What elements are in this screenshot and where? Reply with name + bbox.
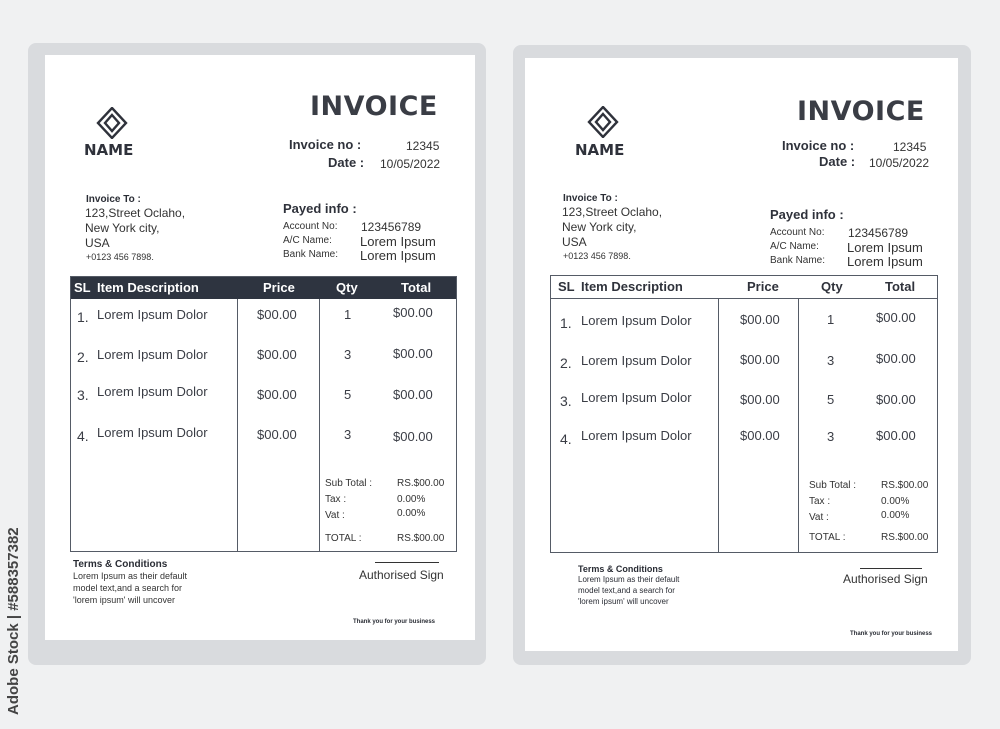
invoice-page-left <box>45 55 475 640</box>
invoice-page-right <box>525 58 958 651</box>
vat-value: 0.00% <box>397 508 426 519</box>
account-no-value: 123456789 <box>848 226 909 240</box>
row-qty: 5 <box>827 392 835 407</box>
terms-line: 'lorem ipsum' will uncover <box>73 595 175 605</box>
col-total: Total <box>401 280 432 295</box>
row-price: $00.00 <box>740 352 780 367</box>
vat-label: Vat : <box>325 510 345 521</box>
terms-title: Terms & Conditions <box>73 559 168 570</box>
bank-name-value: Lorem Ipsum <box>847 254 923 269</box>
signature-line <box>375 562 439 563</box>
address-line-2: New York city, <box>562 220 637 234</box>
total-value: RS.$00.00 <box>881 532 929 543</box>
authorised-sign-label: Authorised Sign <box>843 572 928 586</box>
signature-line <box>860 568 922 569</box>
account-no-value: 123456789 <box>361 220 422 234</box>
col-sl: SL <box>558 279 575 294</box>
column-divider <box>237 299 238 551</box>
row-total: $00.00 <box>876 392 916 407</box>
bank-name-label: Bank Name: <box>283 249 339 260</box>
thank-you-note: Thank you for your business <box>353 619 436 625</box>
col-total: Total <box>885 279 916 294</box>
terms-line: Lorem Ipsum as their default <box>578 575 680 584</box>
invoice-no-value: 12345 <box>406 139 440 153</box>
row-total: $00.00 <box>393 346 433 361</box>
account-no-label: Account No: <box>283 221 338 232</box>
address-line-3: USA <box>85 236 110 250</box>
row-total: $00.00 <box>876 351 916 366</box>
row-number: 2. <box>77 349 89 365</box>
row-number: 1. <box>560 315 572 331</box>
col-price: Price <box>263 280 295 295</box>
row-description: Lorem Ipsum Dolor <box>581 428 692 443</box>
row-price: $00.00 <box>257 307 297 322</box>
column-divider <box>718 298 719 552</box>
row-total: $00.00 <box>393 305 433 320</box>
row-total: $00.00 <box>393 429 433 444</box>
row-qty: 3 <box>827 353 835 368</box>
ac-name-label: A/C Name: <box>770 241 819 252</box>
table-header <box>71 277 456 299</box>
invoice-to-label: Invoice To : <box>86 194 141 205</box>
phone-number: +0123 456 7898. <box>86 252 154 262</box>
tax-label: Tax : <box>809 496 831 507</box>
subtotal-value: RS.$00.00 <box>881 480 929 491</box>
row-description: Lorem Ipsum Dolor <box>97 384 208 399</box>
row-qty: 3 <box>344 347 352 362</box>
terms-line: 'lorem ipsum' will uncover <box>578 597 669 606</box>
ac-name-label: A/C Name: <box>283 235 332 246</box>
row-number: 3. <box>560 393 572 409</box>
address-line-1: 123,Street Oclaho, <box>85 206 186 220</box>
address-line-2: New York city, <box>85 221 160 235</box>
date-label: Date : <box>328 155 365 170</box>
bank-name-value: Lorem Ipsum <box>360 248 436 263</box>
invoice-no-label: Invoice no : <box>289 137 362 152</box>
items-table <box>70 276 457 552</box>
authorised-sign-label: Authorised Sign <box>359 568 444 582</box>
col-sl: SL <box>74 280 91 295</box>
address-line-1: 123,Street Oclaho, <box>562 205 663 219</box>
row-description: Lorem Ipsum Dolor <box>581 313 692 328</box>
row-price: $00.00 <box>257 427 297 442</box>
tax-label: Tax : <box>325 494 347 505</box>
row-number: 2. <box>560 355 572 371</box>
payed-info-label: Payed info : <box>770 207 844 222</box>
account-no-label: Account No: <box>770 227 825 238</box>
total-value: RS.$00.00 <box>397 533 445 544</box>
date-value: 10/05/2022 <box>380 157 441 171</box>
row-total: $00.00 <box>393 387 433 402</box>
row-price: $00.00 <box>740 428 780 443</box>
row-total: $00.00 <box>876 310 916 325</box>
vat-label: Vat : <box>809 512 829 523</box>
row-qty: 1 <box>827 312 835 327</box>
col-description: Item Description <box>97 280 199 295</box>
address-line-3: USA <box>562 235 587 249</box>
table-header <box>551 276 937 299</box>
row-description: Lorem Ipsum Dolor <box>581 390 692 405</box>
row-number: 4. <box>77 428 89 444</box>
column-divider <box>319 299 320 551</box>
row-qty: 1 <box>344 307 352 322</box>
row-qty: 3 <box>344 427 352 442</box>
col-qty: Qty <box>336 280 358 295</box>
tax-value: 0.00% <box>397 494 426 505</box>
phone-number: +0123 456 7898. <box>563 251 631 261</box>
terms-line: Lorem Ipsum as their default <box>73 571 188 581</box>
subtotal-label: Sub Total : <box>809 480 857 491</box>
terms-line: model text,and a search for <box>578 586 675 595</box>
diamond-logo-icon <box>587 106 619 138</box>
row-description: Lorem Ipsum Dolor <box>97 425 208 440</box>
subtotal-value: RS.$00.00 <box>397 478 445 489</box>
terms-title: Terms & Conditions <box>578 564 663 574</box>
date-label: Date : <box>819 154 856 169</box>
total-label: TOTAL : <box>809 532 846 543</box>
column-divider <box>798 298 799 552</box>
thank-you-note: Thank you for your business <box>850 631 933 637</box>
invoice-title: INVOICE <box>797 96 925 127</box>
diamond-logo-icon <box>96 107 128 139</box>
date-value: 10/05/2022 <box>869 156 930 170</box>
row-price: $00.00 <box>257 347 297 362</box>
bank-name-label: Bank Name: <box>770 255 826 266</box>
row-description: Lorem Ipsum Dolor <box>97 307 208 322</box>
total-label: TOTAL : <box>325 533 362 544</box>
row-number: 1. <box>77 309 89 325</box>
row-qty: 3 <box>827 429 835 444</box>
ac-name-value: Lorem Ipsum <box>847 240 923 255</box>
row-price: $00.00 <box>740 392 780 407</box>
row-description: Lorem Ipsum Dolor <box>581 353 692 368</box>
brand-name: NAME <box>84 141 134 159</box>
ac-name-value: Lorem Ipsum <box>360 234 436 249</box>
col-price: Price <box>747 279 779 294</box>
stock-id-label: Adobe Stock | #588357382 <box>5 527 22 715</box>
tax-value: 0.00% <box>881 496 910 507</box>
col-description: Item Description <box>581 279 683 294</box>
vat-value: 0.00% <box>881 510 910 521</box>
brand-name: NAME <box>575 141 625 159</box>
invoice-no-value: 12345 <box>893 140 927 154</box>
invoice-title: INVOICE <box>310 91 438 122</box>
invoice-to-label: Invoice To : <box>563 193 618 204</box>
row-total: $00.00 <box>876 428 916 443</box>
items-table <box>550 275 938 553</box>
subtotal-label: Sub Total : <box>325 478 373 489</box>
row-description: Lorem Ipsum Dolor <box>97 347 208 362</box>
row-qty: 5 <box>344 387 352 402</box>
row-price: $00.00 <box>740 312 780 327</box>
payed-info-label: Payed info : <box>283 201 357 216</box>
invoice-no-label: Invoice no : <box>782 138 855 153</box>
terms-line: model text,and a search for <box>73 583 183 593</box>
col-qty: Qty <box>821 279 843 294</box>
row-number: 4. <box>560 431 572 447</box>
row-price: $00.00 <box>257 387 297 402</box>
row-number: 3. <box>77 387 89 403</box>
